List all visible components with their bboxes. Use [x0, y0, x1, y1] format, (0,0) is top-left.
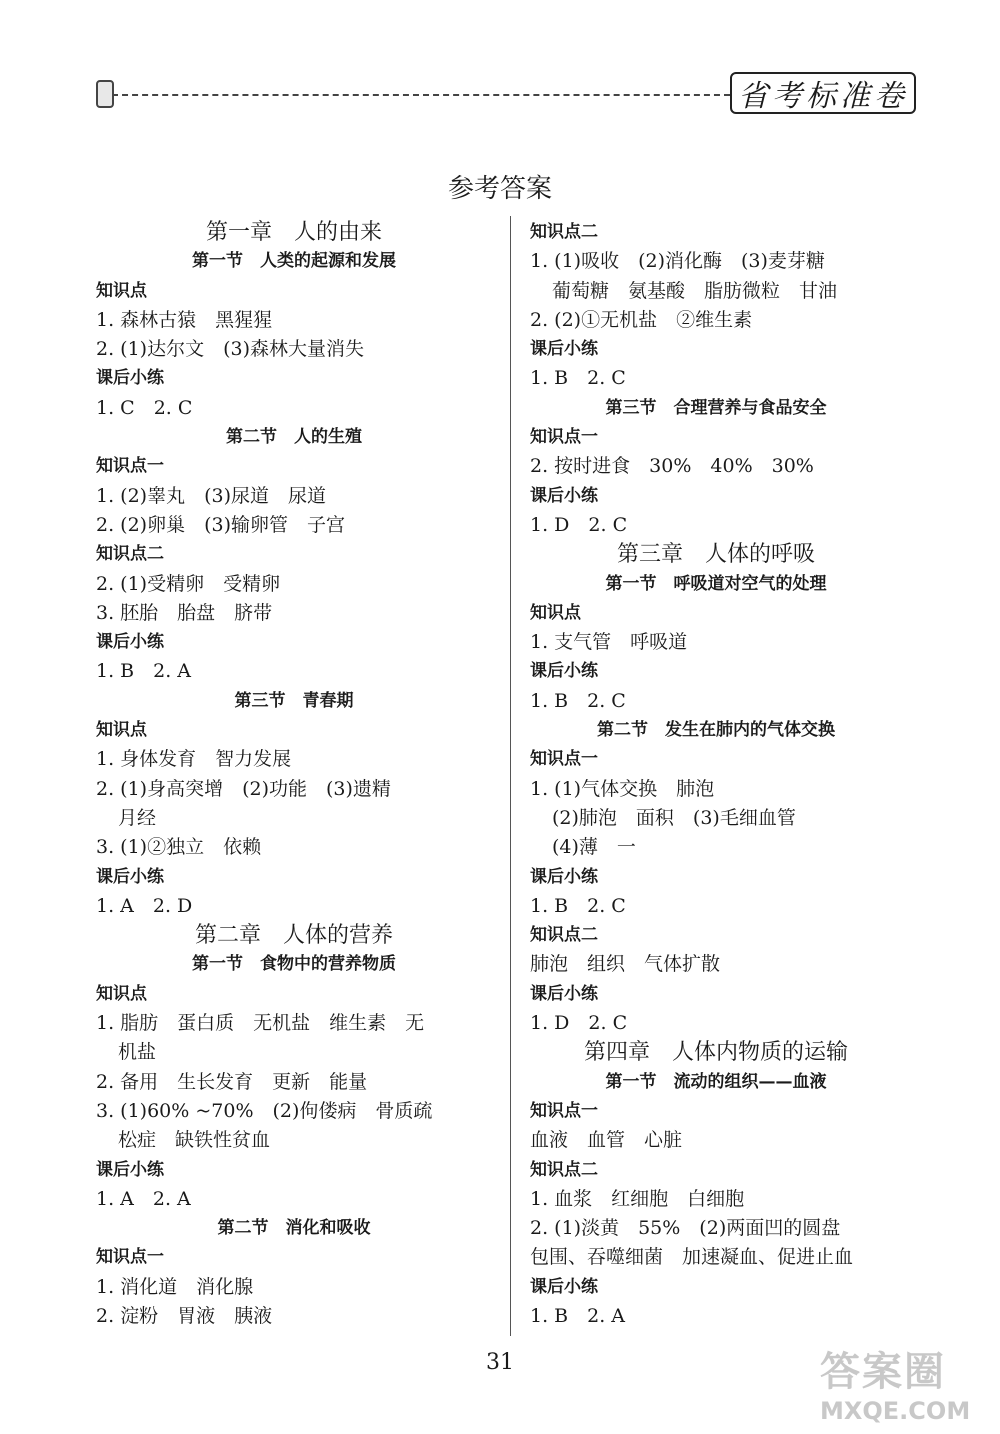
chapter-heading: 第三章 人体的呼吸: [616, 542, 815, 568]
knowledge-point-label: 课后小练: [530, 1276, 598, 1297]
answer-line: 1. A 2. A: [96, 1187, 191, 1210]
answer-line: 1. 森林古猿 黑猩猩: [96, 308, 273, 331]
answer-line: 2. (2)卵巢 (3)输卵管 子宫: [96, 513, 345, 536]
section-heading: 第一节 流动的组织——血液: [605, 1071, 827, 1092]
knowledge-point-label: 知识点二: [96, 544, 164, 565]
answer-line: 1. B 2. A: [530, 1304, 626, 1327]
answer-line: 1. D 2. C: [530, 513, 628, 536]
site-watermark: [820, 1340, 990, 1426]
answer-line: 血液 血管 心脏: [530, 1129, 683, 1152]
answer-line: 1. 消化道 消化腺: [96, 1275, 254, 1298]
answer-line: 2. 备用 生长发育 更新 能量: [96, 1070, 368, 1093]
answer-line: 1. 血浆 红细胞 白细胞: [530, 1187, 745, 1210]
answer-line: 3. 胚胎 胎盘 脐带: [96, 601, 273, 624]
answer-continuation: 葡萄糖 氨基酸 脂肪微粒 甘油: [552, 279, 838, 302]
knowledge-point-label: 课后小练: [530, 485, 598, 506]
knowledge-point-label: 知识点二: [530, 222, 598, 242]
chapter-heading: 第一章 人的由来: [205, 220, 382, 245]
section-heading: 第三节 青春期: [234, 690, 354, 711]
knowledge-point-label: 知识点一: [96, 456, 164, 477]
answer-line: 1. B 2. C: [530, 689, 626, 712]
answer-line: 1. B 2. A: [96, 660, 192, 683]
answer-line: 1. 脂肪 蛋白质 无机盐 维生素 无: [96, 1012, 425, 1035]
answer-line: 1. D 2. C: [530, 1012, 628, 1035]
knowledge-point-label: 知识点一: [530, 427, 598, 448]
section-heading: 第一节 食物中的营养物质: [192, 954, 396, 975]
answer-line: 1. (1)吸收 (2)消化酶 (3)麦芽糖: [530, 250, 825, 273]
answer-line: 包围、吞噬细菌 加速凝血、促进止血: [530, 1246, 854, 1269]
answer-continuation: 月经: [118, 806, 157, 829]
knowledge-point-label: 知识点二: [530, 1159, 598, 1180]
answer-line: 2. 淀粉 胃液 胰液: [96, 1304, 273, 1327]
left-column: [96, 218, 492, 1331]
answer-line: 1. B 2. C: [530, 367, 626, 390]
answer-line: 1. A 2. D: [96, 894, 193, 917]
knowledge-point-label: 课后小练: [96, 866, 164, 887]
chapter-heading: 第四章 人体内物质的运输: [583, 1040, 848, 1066]
answer-line: 2. (2)①无机盐 ②维生素: [530, 308, 753, 331]
knowledge-point-label: 知识点二: [530, 925, 598, 946]
knowledge-point-label: 知识点一: [530, 1100, 598, 1121]
answer-line: 1. (1)气体交换 肺泡: [530, 777, 715, 800]
answer-line: 2. 按时进食 30% 40% 30%: [530, 455, 814, 478]
knowledge-point-label: 课后小练: [530, 866, 598, 887]
section-heading: 第一节 人类的起源和发展: [192, 251, 396, 272]
knowledge-point-label: 课后小练: [96, 632, 164, 653]
answer-line: 2. (1)淡黄 55% (2)两面凹的圆盘: [530, 1217, 841, 1240]
answer-continuation: (4)薄 一: [552, 836, 636, 859]
knowledge-point-label: 知识点一: [96, 1247, 164, 1268]
answer-line: 肺泡 组织 气体扩散: [530, 953, 721, 976]
answer-line: 2. (1)达尔文 (3)森林大量消失: [96, 338, 364, 361]
answer-line: 1. (2)睾丸 (3)尿道 尿道: [96, 484, 326, 507]
knowledge-point-label: 课后小练: [96, 368, 164, 389]
brand-label: 省考标准卷: [730, 72, 916, 114]
answer-continuation: 机盐: [118, 1041, 157, 1064]
page-number: 31: [486, 1350, 514, 1375]
knowledge-point-label: 知识点一: [530, 749, 598, 770]
section-heading: 第三节 合理营养与食品安全: [605, 397, 827, 418]
column-divider: [510, 216, 511, 1336]
section-heading: 第一节 呼吸道对空气的处理: [605, 573, 827, 594]
answer-line: 2. (1)身高突增 (2)功能 (3)遗精: [96, 777, 391, 800]
knowledge-point-label: 知识点: [530, 602, 581, 623]
header-dashed-rule: [112, 94, 730, 96]
knowledge-point-label: 知识点: [96, 983, 147, 1004]
knowledge-point-label: 课后小练: [96, 1159, 164, 1180]
section-heading: 第二节 消化和吸收: [217, 1218, 371, 1239]
answer-line: 3. (1)②独立 依赖: [96, 836, 262, 859]
answer-line: 1. B 2. C: [530, 894, 626, 917]
section-heading: 第二节 人的生殖: [226, 427, 362, 448]
section-heading: 第二节 发生在肺内的气体交换: [597, 720, 835, 741]
answer-line: 1. 支气管 呼吸道: [530, 631, 688, 654]
page-title: 参考答案: [447, 174, 552, 204]
knowledge-point-label: 课后小练: [530, 661, 598, 682]
knowledge-point-label: 知识点: [96, 280, 147, 301]
knowledge-point-label: 课后小练: [530, 339, 598, 360]
knowledge-point-label: 课后小练: [530, 983, 598, 1004]
answer-continuation: 松症 缺铁性贫血: [118, 1129, 271, 1152]
answer-line: 3. (1)60% ~70% (2)佝偻病 骨质疏: [96, 1099, 433, 1122]
answer-line: 2. (1)受精卵 受精卵: [96, 572, 281, 595]
right-column: [530, 218, 902, 1331]
chapter-heading: 第二章 人体的营养: [194, 923, 393, 949]
watermark-logo-text: 答案圈: [820, 1349, 946, 1395]
answer-continuation: (2)肺泡 面积 (3)毛细血管: [552, 806, 796, 829]
answer-line: 1. C 2. C: [96, 396, 193, 419]
knowledge-point-label: 知识点: [96, 720, 147, 741]
watermark-url: MXQE.COM: [820, 1397, 971, 1425]
answer-line: 1. 身体发育 智力发展: [96, 748, 292, 771]
